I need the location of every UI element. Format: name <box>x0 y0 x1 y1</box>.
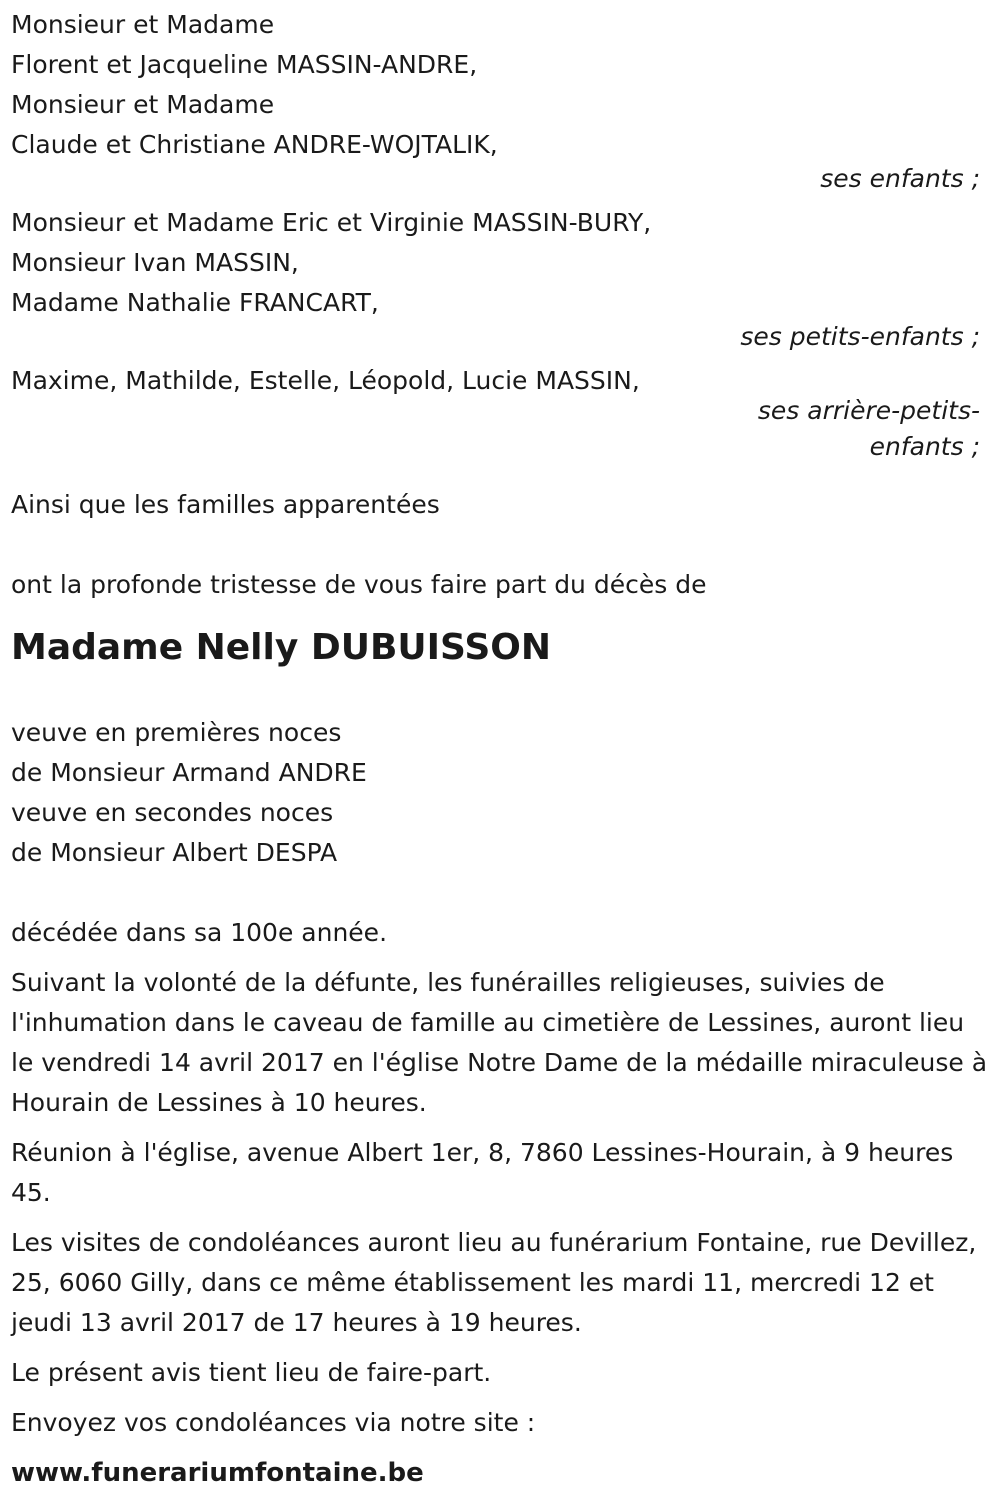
notice-paragraph: Le présent avis tient lieu de faire-part. <box>11 1358 492 1387</box>
announcement-line: ont la profonde tristesse de vous faire part du décès de <box>11 570 707 599</box>
great-grandchildren-line: Maxime, Mathilde, Estelle, Léopold, Lucie MASSIN, <box>11 366 640 395</box>
children-line: Claude et Christiane ANDRE-WOJTALIK, <box>11 130 498 159</box>
spacer <box>11 673 990 713</box>
grandchildren-section <box>11 203 990 355</box>
spacer <box>11 873 990 913</box>
children-line: Monsieur et Madame <box>11 10 275 39</box>
deceased-name: Madame Nelly DUBUISSON <box>11 627 552 668</box>
grandchildren-line: Monsieur et Madame Eric et Virginie MASSIN-BURY, <box>11 208 652 237</box>
condolences-paragraph: Envoyez vos condoléances via notre site : <box>11 1408 536 1437</box>
meeting-paragraph: Réunion à l'église, avenue Albert 1er, 8, 7860 Lessines-Hourain, à 9 heures 45. <box>11 1138 954 1207</box>
visits-paragraph: Les visites de condoléances auront lieu au funérarium Fontaine, rue Devillez, 25, 6060 Gilly, dans ce même établissement les mardi 11, mercredi 12 et jeudi 13 avril 2017 de 17 heures à 19 heures. <box>11 1228 977 1337</box>
grandchildren-line: Madame Nathalie FRANCART, <box>11 288 379 317</box>
website-link[interactable]: www.funerariumfontaine.be <box>11 1458 424 1488</box>
great-grandchildren-role: ses arrière-petits-enfants ; <box>757 396 980 461</box>
children-line: Monsieur et Madame <box>11 90 275 119</box>
grandchildren-role: ses petits-enfants ; <box>740 322 980 351</box>
children-role: ses enfants ; <box>820 164 980 193</box>
widow-line: de Monsieur Albert DESPA <box>11 838 338 867</box>
children-line: Florent et Jacqueline MASSIN-ANDRE, <box>11 50 478 79</box>
children-section <box>11 5 990 197</box>
widow-section <box>11 713 990 873</box>
grandchildren-line: Monsieur Ivan MASSIN, <box>11 248 299 277</box>
widow-line: veuve en secondes noces <box>11 798 334 827</box>
widow-line: veuve en premières noces <box>11 718 342 747</box>
families-line: Ainsi que les familles apparentées <box>11 490 440 519</box>
spacer <box>11 525 990 565</box>
great-grandchildren-section <box>11 361 990 465</box>
widow-line: de Monsieur Armand ANDRE <box>11 758 367 787</box>
funeral-paragraph: Suivant la volonté de la défunte, les funérailles religieuses, suivies de l'inhumation dans le caveau de famille au cimetière de Lessines, auront lieu le vendredi 14 avril 2017 en l'église Notre Dame de la médaille miraculeuse à Hourain de Lessines à 10 heures. <box>11 968 988 1117</box>
spacer <box>11 465 990 485</box>
age-line: décédée dans sa 100e année. <box>11 918 388 947</box>
